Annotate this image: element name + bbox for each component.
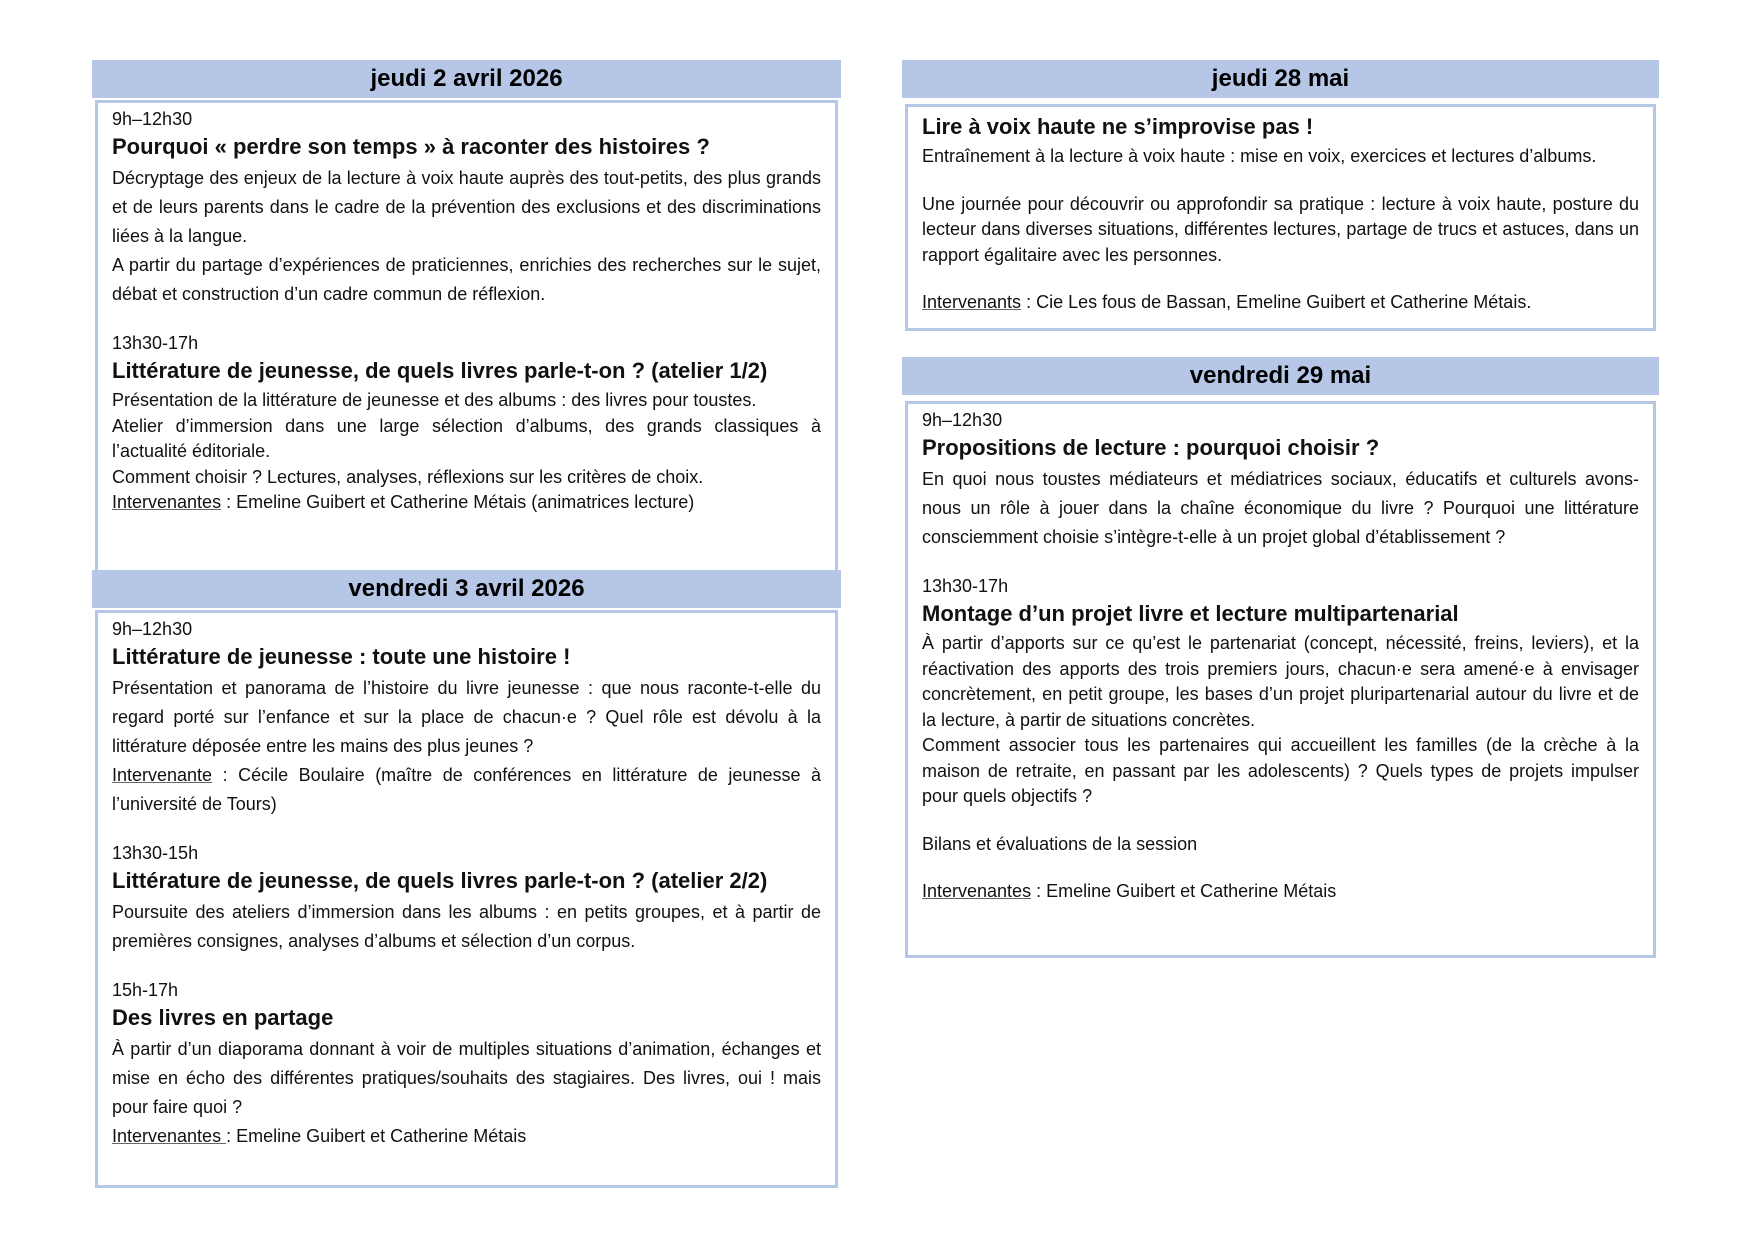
speakers-names: : Emeline Guibert et Catherine Métais [226,1126,527,1146]
session-title: Littérature de jeunesse : toute une histoire ! [112,644,571,669]
session-description: Poursuite des ateliers d’immersion dans les albums : en petits groupes, et à partir de premières consignes, analyses d’albums et sélection d’un corpus. [112,902,821,951]
speakers-label: Intervenantes [112,492,222,512]
session-time: 13h30-15h [112,843,199,863]
speakers-names: : Emeline Guibert et Catherine Métais [1031,881,1337,901]
day-header: vendredi 29 mai [902,357,1659,395]
speakers-label: Intervenants [922,292,1022,312]
session-description: En quoi nous toustes médiateurs et médiatrices sociaux, éducatifs et culturels avons-nous un rôle à jouer dans la chaîne économique du livre ? Pourquoi une littérature consciemment choisie s’intègre-t-elle à un projet global d’établissement ? [922,469,1639,547]
day-content [905,104,1656,331]
day-card-jeudi-28-mai [902,60,1659,331]
session-description: Bilans et évaluations de la session [922,833,1198,854]
session-description: Comment associer tous les partenaires qui accueillent les familles (de la crèche à la maison de retraite, en passant par les adolescents) ? Quels types de projets impulser pour quels objectifs ? [922,735,1639,806]
session-time: 15h-17h [112,980,179,1000]
speakers-label: Intervenantes [922,881,1032,901]
session-speakers [922,879,1639,905]
session-speakers [112,761,821,819]
session-speakers [922,290,1639,316]
session-title: Propositions de lecture : pourquoi choisir ? [922,435,1380,460]
session-description: Atelier d’immersion dans une large sélection d’albums, des grands classiques à l’actualité éditoriale. [112,415,821,461]
day-header: jeudi 28 mai [902,60,1659,98]
day-content [905,401,1656,958]
session-title: Lire à voix haute ne s’improvise pas ! [922,114,1314,139]
session-description: Présentation de la littérature de jeunesse et des albums : des livres pour toustes. [112,390,757,410]
session-time: 13h30-17h [112,333,199,353]
speakers-names: : Cécile Boulaire (maître de conférences en littérature de jeunesse à l’université de Tours) [112,765,821,814]
day-content [95,610,838,1188]
day-card-vendredi-3-avril [92,570,841,1188]
session-description: Une journée pour découvrir ou approfondir sa pratique : lecture à voix haute, posture du lecteur dans diverses situations, différentes lectures, partage de trucs et astuces, dans un rapport égalitaire avec les personnes. [922,193,1639,265]
session-title: Montage d’un projet livre et lecture multipartenarial [922,601,1459,626]
session-description: À partir d’un diaporama donnant à voir de multiples situations d’animation, échanges et mise en écho des différentes pratiques/souhaits des stagiaires. Des livres, oui ! mais pour faire quoi ? [112,1039,821,1117]
session-description: A partir du partage d’expériences de praticiennes, enrichies des recherches sur le sujet, débat et construction d’un cadre commun de réflexion. [112,255,821,304]
speakers-label: Intervenantes [112,1126,227,1146]
session-description: Présentation et panorama de l’histoire du livre jeunesse : que nous raconte-t-elle du regard porté sur l’enfance et sur la place de chacun·e ? Quel rôle est dévolu à la littérature déposée entre les mains des plus jeunes ? [112,678,821,756]
session-speakers [112,1122,821,1151]
day-card-vendredi-29-mai [902,357,1659,958]
speakers-names: : Emeline Guibert et Catherine Métais (animatrices lecture) [221,492,695,512]
day-header: vendredi 3 avril 2026 [92,570,841,608]
session-speakers [112,490,821,516]
session-title: Littérature de jeunesse, de quels livres parle-t-on ? (atelier 2/2) [112,868,768,893]
session-description: À partir d’apports sur ce qu’est le partenariat (concept, nécessité, freins, leviers), et la réactivation des apports des trois premiers jours, chacun·e sera amené·e à envisager concrètement, en petit groupe, les bases d’un projet pluripartenarial autour du livre et de la lecture, à partir de situations concrètes. [922,633,1639,730]
speakers-names: : Cie Les fous de Bassan, Emeline Guibert et Catherine Métais. [1021,292,1532,312]
day-card-jeudi-2-avril [92,60,841,581]
session-time: 9h–12h30 [922,410,1003,430]
session-description: Décryptage des enjeux de la lecture à voix haute auprès des tout-petits, des plus grands et de leurs parents dans le cadre de la prévention des exclusions et des discriminations liées à la langue. [112,168,821,246]
day-header: jeudi 2 avril 2026 [92,60,841,98]
session-title: Des livres en partage [112,1005,334,1030]
session-title: Littérature de jeunesse, de quels livres parle-t-on ? (atelier 1/2) [112,358,768,383]
speakers-label: Intervenante [112,765,213,785]
day-content [95,100,838,581]
session-time: 9h–12h30 [112,109,193,129]
session-description: Comment choisir ? Lectures, analyses, réflexions sur les critères de choix. [112,466,704,487]
session-description: Entraînement à la lecture à voix haute : mise en voix, exercices et lectures d’albums. [922,146,1597,166]
session-time: 9h–12h30 [112,619,193,639]
session-title: Pourquoi « perdre son temps » à raconter des histoires ? [112,134,710,159]
session-time: 13h30-17h [922,576,1009,596]
